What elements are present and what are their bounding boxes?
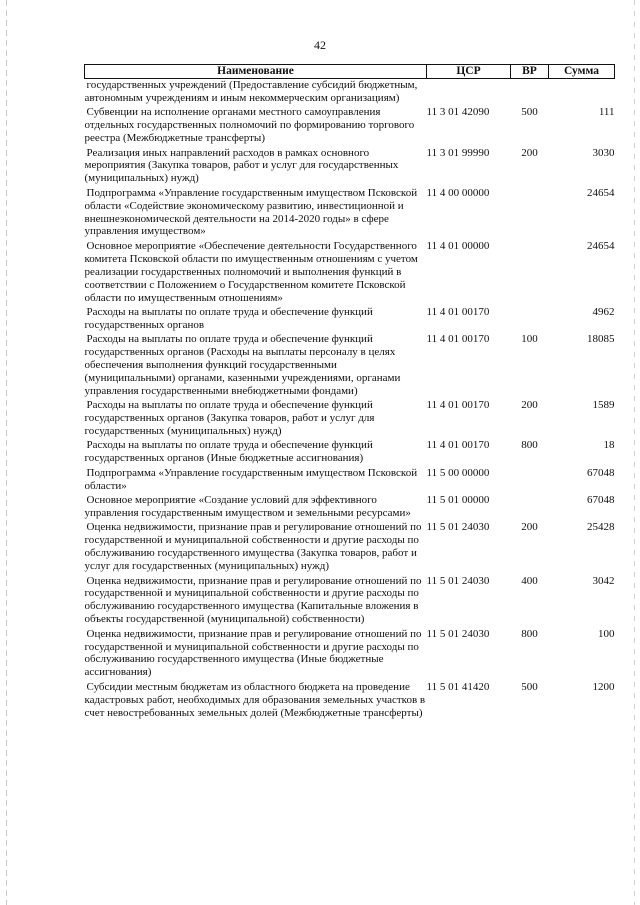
row-name: Оценка недвижимости, признание прав и регулирование отношений по государственной и муниципальной собственности и другие расходы по обслуживанию государственного имущества (Капитальные вложения в объекты государственной (муниципальной) собственности)	[84, 574, 422, 626]
row-vr	[511, 240, 549, 306]
row-csr: 11 3 01 42090	[426, 106, 490, 119]
row-vr	[511, 467, 549, 494]
row-vr	[511, 494, 549, 521]
row-sum: 3042	[592, 574, 615, 587]
row-vr	[511, 187, 549, 240]
header-csr: ЦСР	[427, 65, 511, 79]
table-row	[85, 467, 615, 494]
row-csr: 11 4 00 00000	[426, 186, 490, 199]
row-sum: 1200	[592, 680, 615, 693]
table-header-row	[85, 65, 615, 79]
row-vr: 800	[521, 439, 538, 452]
table-row	[85, 79, 615, 107]
row-vr: 200	[521, 521, 538, 534]
header-vr: ВР	[511, 65, 549, 79]
table-row	[85, 333, 615, 399]
row-name: государственных учреждений (Предоставление субсидий бюджетным, автономным учреждениям и иным некоммерческим организациям)	[84, 79, 418, 104]
row-sum: 67048	[587, 494, 615, 507]
row-vr: 500	[521, 680, 538, 693]
scan-edge-right	[634, 0, 635, 905]
scan-edge-left	[6, 0, 7, 905]
table-row	[85, 439, 615, 466]
table-row	[85, 187, 615, 240]
table-row	[85, 306, 615, 333]
row-csr: 11 5 00 00000	[426, 466, 490, 479]
page-number: 42	[314, 38, 326, 52]
row-csr: 11 5 01 41420	[426, 680, 490, 693]
row-vr	[511, 79, 549, 107]
row-name: Основное мероприятие «Обеспечение деятельности Государственного комитета Псковской области по имущественным отношениям с учетом реализации государственных полномочий и выполнения функций в соответствии с Положением о Государственном комитете Псковской области по имущественным отношениям»	[84, 239, 418, 304]
row-name: Оценка недвижимости, признание прав и регулирование отношений по государственной и муниципальной собственности и другие расходы по обслуживанию государственного имущества (Иные бюджетные ассигнования)	[84, 627, 422, 679]
row-csr: 11 5 01 24030	[426, 521, 490, 534]
row-name: Подпрограмма «Управление государственным имуществом Псковской области»	[84, 466, 418, 492]
row-vr: 200	[521, 399, 538, 412]
row-vr: 100	[521, 333, 538, 346]
row-name: Реализация иных направлений расходов в рамках основного мероприятия (Закупка товаров, работ и услуг для государственных (муниципальных) нужд)	[84, 146, 399, 185]
table-row	[85, 147, 615, 187]
row-csr: 11 4 01 00170	[426, 439, 490, 452]
row-sum: 111	[598, 106, 615, 119]
row-name: Расходы на выплаты по оплате труда и обеспечение функций государственных органов (Расходы на выплаты персоналу в целях обеспечения выполнения функций государственными (муниципальными) органами, казенными учреждениями, органами управления государственными внебюджетными фондами)	[84, 333, 401, 397]
header-sum: Сумма	[549, 65, 615, 79]
table-row	[85, 628, 615, 681]
row-csr: 11 5 01 24030	[426, 574, 490, 587]
row-name: Расходы на выплаты по оплате труда и обеспечение функций государственных органов	[84, 305, 373, 331]
table-row	[85, 681, 615, 721]
table-row	[85, 106, 615, 146]
table-row	[85, 494, 615, 521]
row-csr: 11 5 01 24030	[426, 627, 490, 640]
table-row	[85, 399, 615, 439]
row-csr: 11 4 01 00170	[426, 333, 490, 346]
row-csr: 11 5 01 00000	[426, 494, 490, 507]
row-vr	[511, 306, 549, 333]
row-sum: 18	[603, 439, 615, 452]
row-sum: 24654	[587, 186, 615, 199]
row-name: Оценка недвижимости, признание прав и регулирование отношений по государственной и муниципальной собственности и другие расходы по обслуживанию государственного имущества (Закупка товаров, работ и услуг для государственных (муниципальных) нужд)	[84, 521, 422, 573]
row-csr: 11 3 01 99990	[426, 146, 490, 159]
row-vr: 400	[521, 574, 538, 587]
header-name: Наименование	[85, 65, 427, 79]
table-row	[85, 521, 615, 574]
row-name: Основное мероприятие «Создание условий для эффективного управления государственным имуществом и земельными ресурсами»	[84, 494, 411, 519]
budget-table	[84, 64, 615, 721]
row-name: Подпрограмма «Управление государственным имуществом Псковской области «Содействие экономическому развитию, инвестиционной и внешнеэкономической деятельности на 2014-2020 годы» в сфере управления имуществом»	[84, 186, 418, 238]
row-name: Расходы на выплаты по оплате труда и обеспечение функций государственных органов (Закупка товаров, работ и услуг для государственных (муниципальных) нужд)	[84, 399, 375, 438]
row-name: Субвенции на исполнение органами местного самоуправления отдельных государственных полномочий по формированию торгового реестра (Межбюджетные трансферты)	[84, 106, 415, 145]
row-sum: 3030	[592, 146, 615, 159]
table-row	[85, 240, 615, 306]
row-csr: 11 4 01 00170	[426, 305, 490, 318]
row-sum	[549, 79, 615, 107]
row-sum: 1589	[592, 399, 615, 412]
row-sum: 25428	[587, 521, 615, 534]
row-name: Субсидии местным бюджетам из областного бюджета на проведение кадастровых работ, необходимых для образования земельных участков в счет невостребованных земельных долей (Межбюджетные трансферты)	[84, 680, 426, 719]
row-vr: 500	[521, 106, 538, 119]
row-vr: 200	[521, 146, 538, 159]
row-sum: 24654	[587, 239, 615, 252]
row-name: Расходы на выплаты по оплате труда и обеспечение функций государственных органов (Иные бюджетные ассигнования)	[84, 439, 373, 465]
row-vr: 800	[521, 627, 538, 640]
row-sum: 4962	[592, 305, 615, 318]
row-sum: 100	[598, 627, 615, 640]
row-csr: 11 4 01 00000	[426, 239, 490, 252]
table-row	[85, 575, 615, 628]
row-sum: 18085	[587, 333, 615, 346]
row-csr: 11 4 01 00170	[426, 399, 490, 412]
row-csr	[427, 79, 511, 107]
row-sum: 67048	[587, 466, 615, 479]
